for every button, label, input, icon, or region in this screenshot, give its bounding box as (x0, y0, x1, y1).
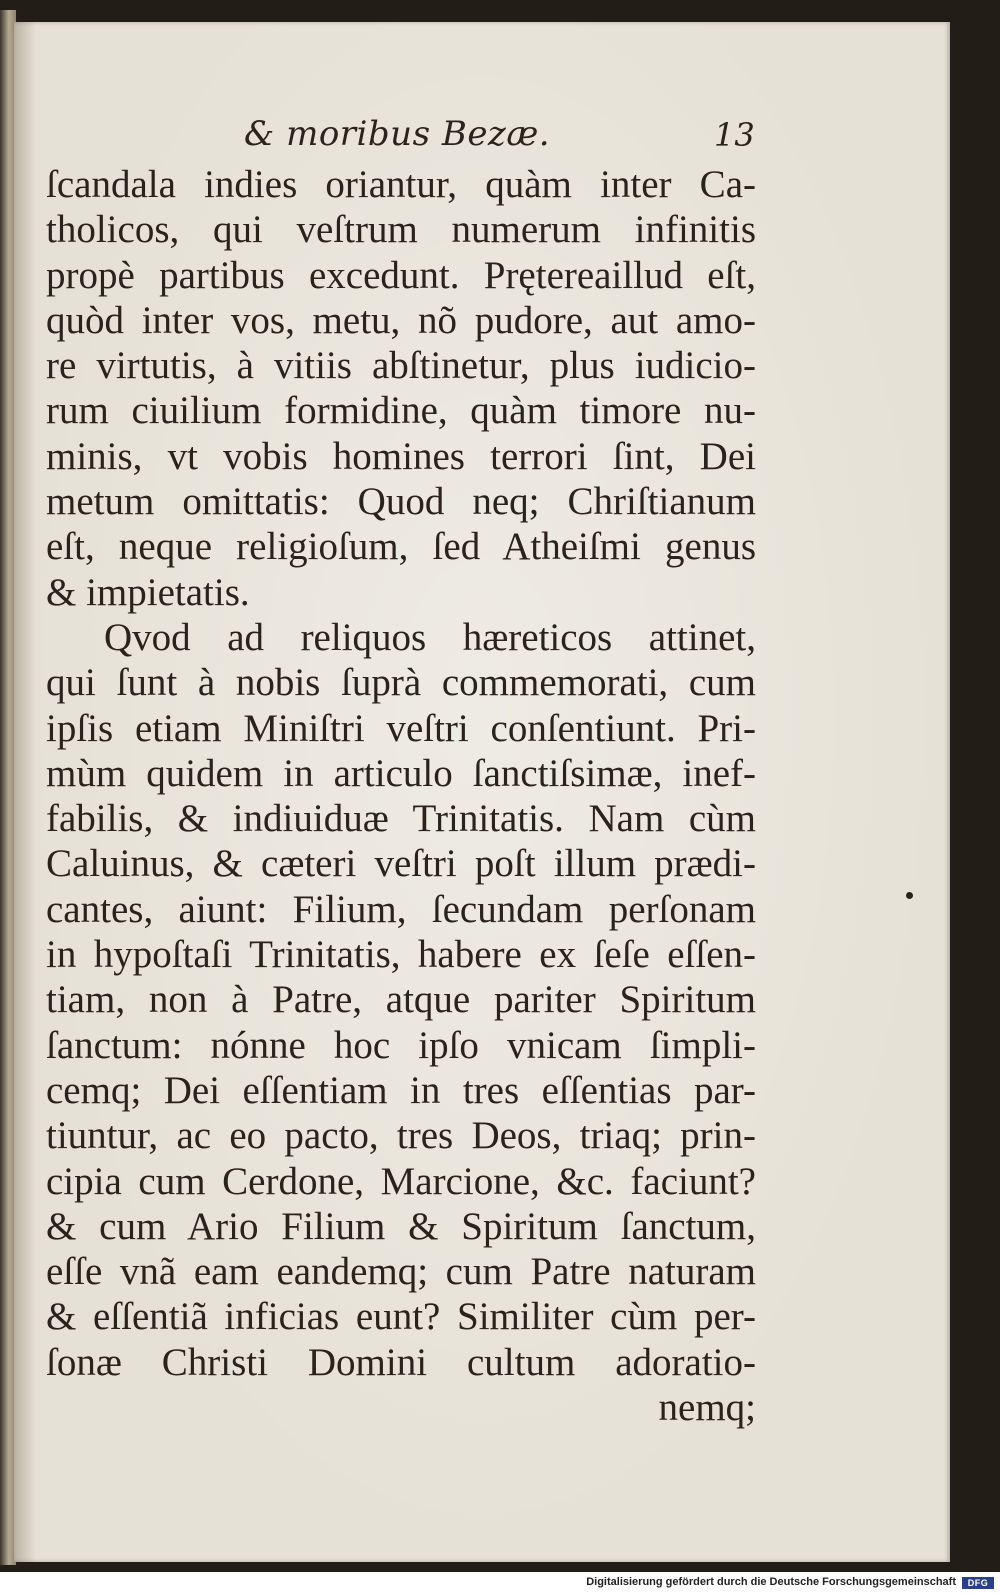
text-line: fabilis, & indiuiduæ Trinitatis. Nam cùm (46, 797, 756, 841)
text-line: & cum Ario Filium & Spiritum ſanctum, (46, 1204, 756, 1248)
ink-speck (906, 892, 913, 899)
text-line: tiam, non à Patre, atque pariter Spiritum (46, 978, 756, 1022)
running-head: & moribus Bezæ. (244, 114, 551, 154)
text-line: re virtutis, à vitiis abſtinetur, plus iudicio- (46, 344, 756, 388)
text-line: ſanctum: nónne hoc ipſo vnicam ſimpli- (46, 1023, 756, 1067)
text-line: quòd inter vos, metu, nõ pudore, aut amo- (46, 298, 756, 342)
text-line: & eſſentiã inficias eunt? Similiter cùm per- (46, 1295, 756, 1339)
text-line: cipia cum Cerdone, Marcione, &c. faciunt? (46, 1159, 756, 1203)
footer-bar (0, 1572, 1000, 1594)
text-line: & impietatis. (46, 570, 250, 614)
text-line: mùm quidem in articulo ſanctiſsimæ, inef- (46, 751, 756, 795)
text-line: rum ciuilium formidine, quàm timore nu- (46, 389, 756, 433)
paragraph-start-line: Qvod ad reliquos hæreticos attinet, (104, 615, 756, 659)
footer-credit: Digitalisierung gefördert durch die Deutsche Forschungsgemeinschaft (586, 1576, 956, 1588)
text-line: propè partibus excedunt. Prętereaillud eſt, (46, 253, 756, 297)
text-line: ſonæ Christi Domini cultum adoratio- (46, 1340, 756, 1384)
text-line: ſcandala indies oriantur, quàm inter Ca- (46, 163, 756, 206)
text-line: eſſe vnã eam eandemq; cum Patre naturam (46, 1250, 756, 1294)
dfg-logo: DFG (962, 1577, 994, 1589)
text-line: tiuntur, ac eo pacto, tres Deos, triaq; prin- (46, 1114, 756, 1158)
text-line: ipſis etiam Miniſtri veſtri conſentiunt. Pri- (46, 706, 756, 750)
text-line: cemq; Dei eſſentiam in tres eſſentias par- (46, 1068, 756, 1112)
text-line: cantes, aiunt: Filium, ſecundam perſonam (46, 887, 756, 931)
text-line: minis, vt vobis homines terrori ſint, Dei (46, 434, 756, 478)
text-line: eſt, neque religioſum, ſed Atheiſmi genus (46, 525, 756, 569)
catchword-line: nemq; (658, 1386, 756, 1430)
book-page (14, 22, 950, 1562)
page-number: 13 (714, 116, 755, 154)
text-line: metum omittatis: Quod neq; Chriſtianum (46, 480, 756, 524)
text-line: in hypoſtaſi Trinitatis, habere ex ſeſe eſſen- (46, 933, 756, 977)
text-block (46, 162, 756, 1430)
text-line: qui ſunt à nobis ſuprà commemorati, cum (46, 661, 756, 705)
text-line: tholicos, qui veſtrum numerum infinitis (46, 208, 756, 252)
text-line: Caluinus, & cæteri veſtri poſt illum prædi- (46, 842, 756, 886)
